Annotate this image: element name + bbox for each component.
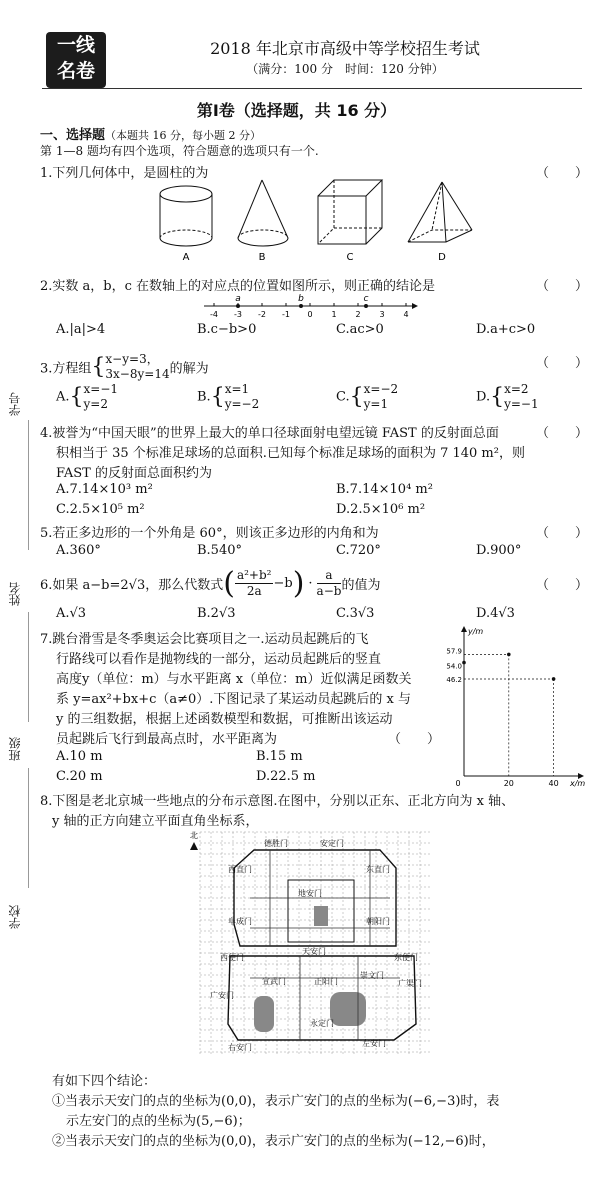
- q7-option-b: B.15 m: [256, 749, 303, 764]
- q5-answer-paren[interactable]: （ ）: [536, 526, 589, 541]
- q7-line3: 高度y（单位：m）与水平距离 x（单位：m）近似满足函数关: [56, 672, 412, 687]
- q3-option-d: [476, 382, 539, 412]
- point-c: [364, 304, 368, 308]
- point-c-label: c: [363, 294, 369, 304]
- map-place-label: 左安门: [362, 1039, 386, 1048]
- side-label-class: 班级: [8, 737, 22, 761]
- q6-option-d: D.4√3: [476, 606, 515, 621]
- map-place-label: 朝阳门: [366, 917, 390, 926]
- north-arrow-icon: [190, 842, 198, 850]
- q3-option-b-label: B.: [197, 389, 211, 405]
- side-label-name: 姓名: [8, 582, 22, 606]
- q4-line3: FAST 的反射面总面积约为: [56, 466, 212, 481]
- map-place-label: 右安门: [228, 1043, 252, 1052]
- map-place-label: 东便门: [394, 953, 418, 962]
- x-tick-label: 40: [548, 779, 559, 788]
- data-point: [507, 653, 511, 657]
- q3-option-a: [56, 382, 118, 412]
- q3-option-b-y: y=−2: [224, 397, 260, 411]
- y-tick-label: 57.9: [446, 647, 462, 656]
- right-paren-icon: ): [292, 566, 305, 601]
- q6-stem: [40, 566, 380, 601]
- q6-minus-b: −b: [273, 576, 293, 591]
- q8-conclusion1-line2: 示左安门的点的坐标为(5,−6)；: [66, 1114, 251, 1129]
- q2-stem: 2.实数 a，b，c 在数轴上的对应点的位置如图所示，则正确的结论是: [40, 279, 436, 294]
- q3-stem: [40, 352, 209, 382]
- q5-stem: 5.若正多边形的一个外角是 60°，则该正多边形的内角和为: [40, 526, 379, 541]
- q7-chart: [446, 624, 586, 790]
- binding-line: [28, 420, 29, 550]
- axis-tick-label: 3: [379, 310, 385, 319]
- q7-option-d: D.22.5 m: [256, 769, 316, 784]
- axis-tick-label: 4: [403, 310, 409, 319]
- map-place-label: 阜成门: [228, 917, 252, 926]
- q4-answer-paren[interactable]: （ ）: [536, 426, 589, 441]
- park-west: [254, 996, 274, 1032]
- q6-option-a: A.√3: [56, 606, 87, 621]
- q7-option-c: C.20 m: [56, 769, 103, 784]
- exam-title: 2018 年北京市高级中等学校招生考试: [210, 39, 480, 58]
- q7-option-a: A.10 m: [56, 749, 103, 764]
- q3-option-d-label: D.: [476, 389, 491, 405]
- binding-line: [28, 768, 29, 888]
- pyramid-shape: [408, 182, 472, 242]
- data-point: [552, 677, 556, 681]
- cube-shape: [318, 180, 382, 244]
- cylinder-shape: [160, 186, 212, 246]
- q7-line5: y 的三组数据，根据上述函数模型和数据，可推断出该运动: [56, 712, 393, 727]
- y-tick-label: 54.0: [446, 662, 462, 671]
- brace-icon: {: [91, 354, 106, 380]
- map-place-label: 正阳门: [314, 977, 338, 986]
- q6-frac1-den: 2a: [246, 584, 262, 598]
- q3-stem-pre: 3.方程组: [40, 361, 92, 377]
- binding-line: [28, 612, 29, 722]
- q6-stem-pre: 6.如果 a−b=2√3，那么代数式: [40, 578, 224, 593]
- q2-answer-paren[interactable]: （ ）: [536, 279, 589, 294]
- q4-line2: 积相当于 35 个标准足球场的总面积.已知每个标准足球场的面积为 7 140 m²，则: [56, 446, 525, 461]
- q1-label-c: C: [346, 252, 354, 263]
- north-label: 北: [190, 831, 198, 840]
- section-instruction: 第 1—8 题均有四个选项，符合题意的选项只有一个.: [40, 144, 319, 158]
- q1-stem: 1.下列几何体中，是圆柱的为: [40, 166, 209, 181]
- point-a: [236, 304, 240, 308]
- q6-stem-post: 的值为: [341, 578, 381, 593]
- map-place-label: 安定门: [320, 839, 344, 848]
- q8-conclusion2-line1: ②当表示天安门的点的坐标为(0,0)，表示广安门的点的坐标为(−12,−6)时，: [52, 1134, 495, 1149]
- map-place-label: 东直门: [366, 865, 390, 874]
- q1-answer-paren[interactable]: （ ）: [536, 166, 589, 181]
- q2-number-line: [200, 292, 420, 320]
- point-b-label: b: [298, 294, 304, 304]
- q3-option-c-y: y=1: [363, 397, 389, 411]
- section-heading-note: （本题共 16 分，每小题 2 分）: [105, 129, 261, 142]
- q3-stem-post: 的解为: [169, 361, 209, 377]
- q1-label-d: D: [438, 252, 446, 263]
- map-place-label: 宣武门: [262, 977, 286, 986]
- q7-line4: 系 y=ax²+bx+c（a≠0）.下图记录了某运动员起跳后的 x 与: [56, 692, 412, 707]
- side-label-school: 学校: [8, 905, 22, 929]
- header-divider: [42, 88, 582, 89]
- q3-option-c-label: C.: [336, 389, 350, 405]
- q5-option-d: D.900°: [476, 543, 522, 558]
- q3-option-b-x: x=1: [224, 382, 250, 396]
- q3-option-c: [336, 382, 398, 412]
- q3-answer-paren[interactable]: （ ）: [536, 356, 589, 371]
- section-heading: [40, 124, 261, 143]
- q4-option-a: A.7.14×10³ m²: [56, 482, 153, 497]
- data-point: [462, 661, 466, 665]
- q3-option-d-x: x=2: [504, 382, 529, 396]
- map-place-label: 天安门: [302, 947, 326, 956]
- brace-icon: {: [490, 384, 505, 410]
- q8-line1: 8.下图是老北京城一些地点的分布示意图.在图中，分别以正东、正北方向为 x 轴、: [40, 794, 515, 809]
- q2-option-a: A.|a|>4: [56, 322, 106, 337]
- x-tick-label: 20: [503, 779, 514, 788]
- q6-frac2-num: a: [317, 568, 342, 584]
- q7-line6: 员起跳后飞行到最高点时，水平距离为: [56, 732, 278, 747]
- q1-label-a: A: [182, 252, 190, 263]
- q6-dot: ·: [308, 576, 313, 591]
- side-label-student-id: 学号: [8, 392, 22, 416]
- q7-line2: 行路线可以看作是抛物线的一部分，运动员起跳后的竖直: [56, 652, 382, 667]
- map-place-label: 西便门: [220, 953, 244, 962]
- map-place-label: 地安门: [298, 889, 322, 898]
- q6-frac1-num: a²+b²: [236, 568, 272, 582]
- q7-line1: 7.跳台滑雪是冬季奥运会比赛项目之一.运动员起跳后的飞: [40, 632, 369, 647]
- map-place-label: 崇文门: [360, 971, 384, 980]
- axis-tick-label: 2: [355, 310, 361, 319]
- map-place-label: 广安门: [210, 991, 234, 1000]
- logo-line1: 一线: [56, 34, 95, 56]
- q2-option-c: C.ac>0: [336, 322, 384, 337]
- map-place-label: 西直门: [228, 865, 252, 874]
- brace-icon: {: [69, 384, 84, 410]
- left-paren-icon: (: [223, 566, 235, 601]
- q6-option-b: B.2√3: [197, 606, 236, 621]
- axis-tick-label: -1: [282, 310, 290, 319]
- point-b: [299, 304, 303, 308]
- q8-line2: y 轴的正方向建立平面直角坐标系，: [52, 814, 259, 829]
- section-heading-text: 一、选择题: [40, 128, 106, 143]
- axis-tick-label: 0: [307, 310, 313, 319]
- q3-option-c-x: x=−2: [363, 382, 399, 396]
- q3-option-a-x: x=−1: [83, 382, 119, 396]
- point-a-label: a: [235, 294, 241, 304]
- q2-option-b: B.c−b>0: [197, 322, 257, 337]
- q4-option-c: C.2.5×10⁵ m²: [56, 502, 145, 517]
- map-place-label: 德胜门: [264, 839, 288, 848]
- q5-option-b: B.540°: [197, 543, 242, 558]
- q4-option-d: D.2.5×10⁶ m²: [336, 502, 426, 517]
- q6-option-c: C.3√3: [336, 606, 375, 621]
- q7-answer-paren[interactable]: （ ）: [388, 732, 441, 747]
- q5-option-c: C.720°: [336, 543, 381, 558]
- q3-option-a-y: y=2: [83, 397, 108, 411]
- part-title: 第Ⅰ卷（选择题，共 16 分）: [196, 101, 397, 120]
- exam-subtitle: （满分：100 分 时间：120 分钟）: [246, 62, 444, 76]
- axis-tick-label: 1: [331, 310, 337, 319]
- y-tick-label: 46.2: [446, 675, 462, 684]
- q7-xlabel: x/m: [570, 779, 586, 788]
- q3-option-b: [197, 382, 259, 412]
- axis-tick-label: -4: [210, 310, 218, 319]
- brace-icon: {: [349, 384, 364, 410]
- axis-tick-label: -2: [258, 310, 266, 319]
- q8-conclusions-intro: 有如下四个结论：: [52, 1074, 157, 1089]
- x-tick-label: 0: [455, 779, 461, 788]
- q1-label-b: B: [258, 252, 266, 263]
- q4-option-b: B.7.14×10⁴ m²: [336, 482, 433, 497]
- cone-shape: [238, 180, 288, 246]
- q1-solids: [150, 178, 480, 264]
- q7-ylabel: y/m: [468, 627, 484, 636]
- forbidden-city: [314, 906, 328, 926]
- axis-tick-label: -3: [234, 310, 242, 319]
- q3-sys1: x−y=3，: [105, 352, 159, 366]
- logo: [46, 32, 106, 88]
- logo-line2: 名卷: [56, 60, 95, 82]
- q2-option-d: D.a+c>0: [476, 322, 536, 337]
- q3-sys2: 3x−8y=14: [105, 367, 170, 381]
- park-temple: [330, 992, 366, 1026]
- beijing-map: [190, 828, 440, 1060]
- brace-icon: {: [210, 384, 225, 410]
- q3-option-a-label: A.: [56, 389, 70, 405]
- map-place-label: 永定门: [310, 1019, 334, 1028]
- q6-answer-paren[interactable]: （ ）: [536, 578, 589, 593]
- q5-option-a: A.360°: [56, 543, 101, 558]
- q8-conclusion1-line1: ①当表示天安门的点的坐标为(0,0)，表示广安门的点的坐标为(−6,−3)时，表: [52, 1094, 500, 1109]
- q4-line1: 4.被誉为“中国天眼”的世界上最大的单口径球面射电望远镜 FAST 的反射面总面: [40, 426, 499, 441]
- q3-option-d-y: y=−1: [504, 397, 539, 411]
- map-place-label: 广渠门: [398, 979, 422, 988]
- q6-frac2-den: a−b: [316, 584, 342, 598]
